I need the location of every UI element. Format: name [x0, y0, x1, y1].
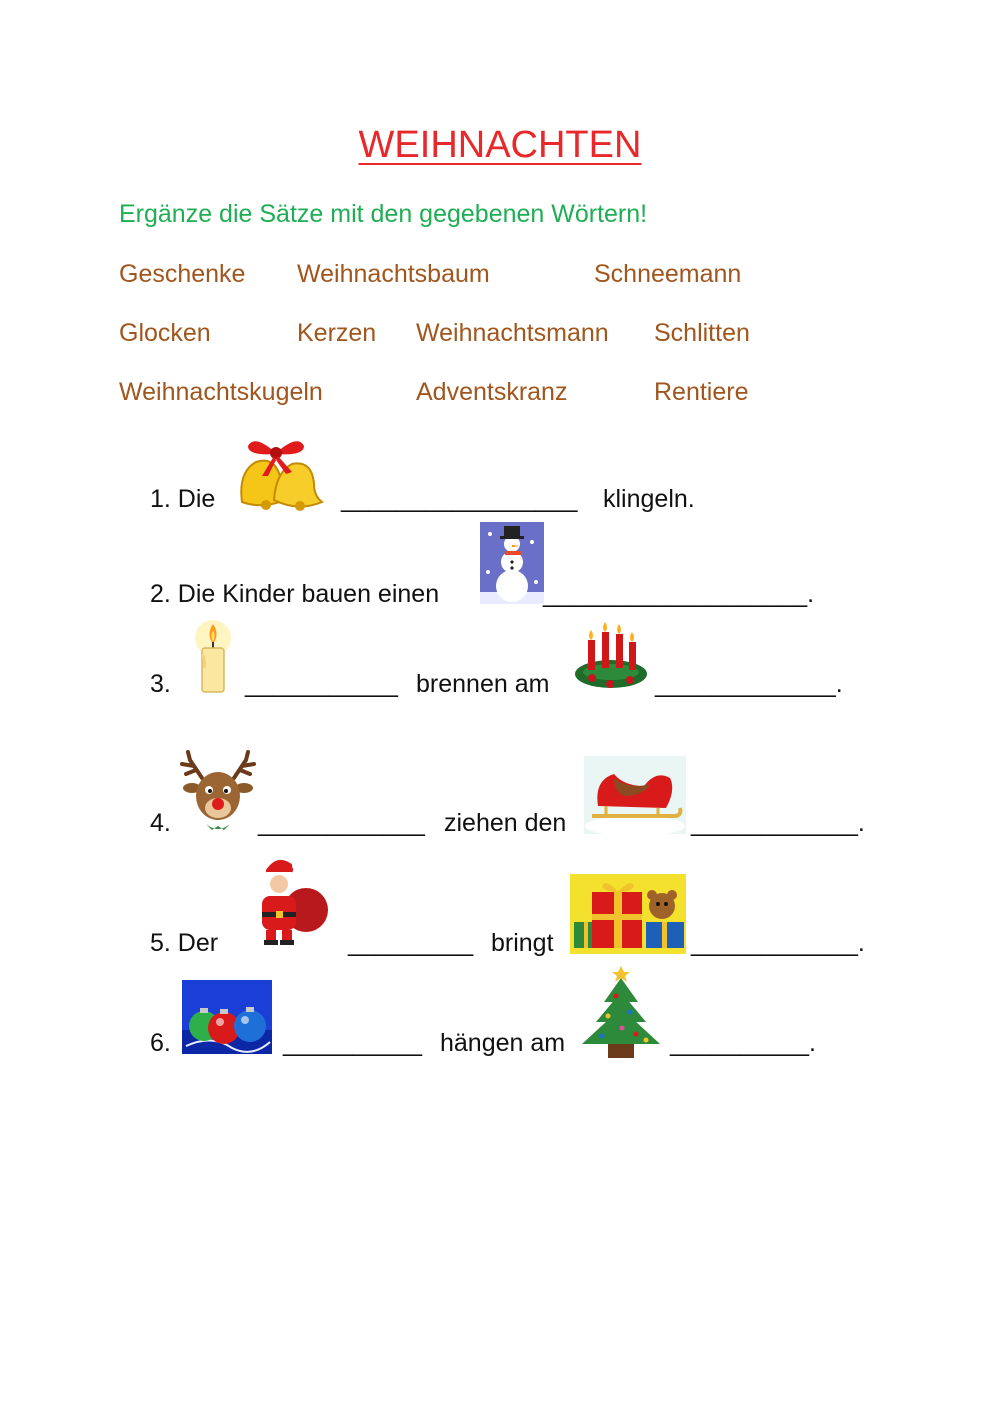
sentence-4-middle: ziehen den [444, 809, 567, 837]
presents-icon [570, 874, 686, 954]
bells-icon [224, 432, 326, 512]
word-bank-item: Schneemann [594, 260, 742, 288]
sentence-4-start: 4. [150, 809, 171, 837]
word-bank-item: Weihnachtsmann [416, 319, 609, 347]
santa-icon [248, 852, 332, 946]
sentence-2-start: 2. Die Kinder bauen einen [150, 580, 440, 608]
word-bank-item: Weihnachtskugeln [119, 378, 323, 406]
snowman-icon [480, 522, 544, 604]
word-bank-item: Geschenke [119, 260, 246, 288]
candle-icon [180, 618, 246, 696]
word-bank-item: Adventskranz [416, 378, 568, 406]
sleigh-icon [584, 756, 686, 834]
sentence-1-start: 1. Die [150, 485, 216, 513]
answer-blank[interactable]: ___________ [245, 670, 398, 698]
word-bank-item: Weihnachtsbaum [297, 260, 490, 288]
sentence-3-start: 3. [150, 670, 171, 698]
word-bank-item: Glocken [119, 319, 211, 347]
answer-blank[interactable]: ___________________. [543, 580, 815, 608]
page-title: WEIHNACHTEN [358, 124, 642, 166]
sentence-5-start: 5. Der [150, 929, 219, 957]
answer-blank[interactable]: ____________. [691, 929, 865, 957]
sentence-5-middle: bringt [491, 929, 554, 957]
sentence-6-start: 6. [150, 1029, 171, 1057]
word-bank-item: Schlitten [654, 319, 750, 347]
answer-blank[interactable]: __________ [283, 1029, 423, 1057]
reindeer-icon [176, 750, 260, 834]
christmas-tree-icon [576, 964, 666, 1060]
answer-blank[interactable]: _________________ [341, 485, 578, 513]
advent-wreath-icon [572, 616, 650, 694]
ornaments-icon [182, 980, 272, 1054]
answer-blank[interactable]: ____________. [691, 809, 865, 837]
word-bank-item: Kerzen [297, 319, 377, 347]
sentence-1-end: klingeln. [603, 485, 695, 513]
answer-blank[interactable]: __________. [670, 1029, 816, 1057]
answer-blank[interactable]: _________ [348, 929, 474, 957]
sentence-3-middle: brennen am [416, 670, 550, 698]
answer-blank[interactable]: ____________ [258, 809, 425, 837]
answer-blank[interactable]: _____________. [655, 670, 843, 698]
word-bank-item: Rentiere [654, 378, 749, 406]
instruction-text: Ergänze die Sätze mit den gegebenen Wörtern! [119, 200, 648, 228]
sentence-6-middle: hängen am [440, 1029, 566, 1057]
